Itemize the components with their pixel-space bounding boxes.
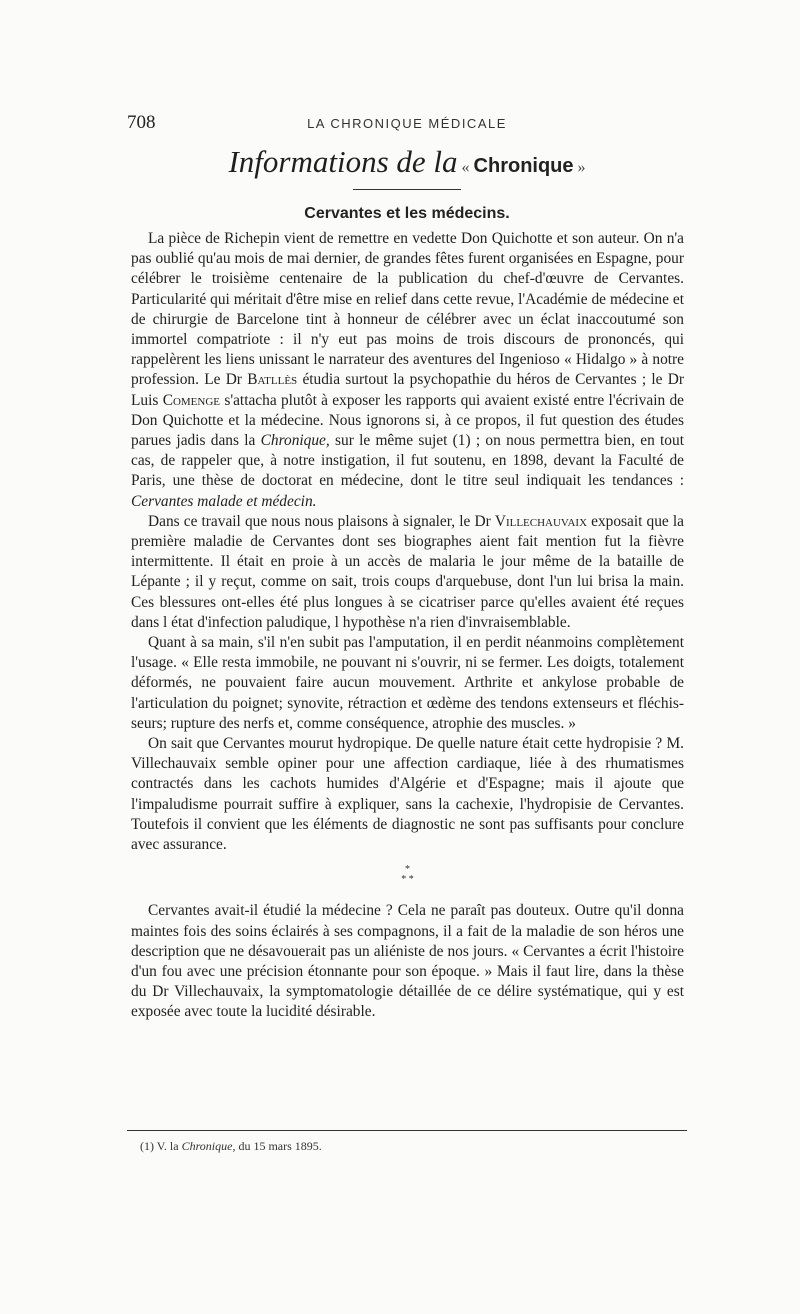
thesis-title-italic: Cervantes malade et médecin. — [131, 492, 317, 510]
article-body — [131, 229, 684, 1023]
title-rule — [353, 189, 461, 190]
author-name-batlles: Batllès — [247, 371, 298, 389]
page-number: 708 — [127, 112, 156, 133]
footnote-rule — [127, 1130, 687, 1131]
paragraph-1: La pièce de Richepin vient de remettre en vedette Don Quichotte et son auteur. On n'a pas oublié qu'au mois de mai dernier, de grandes fêtes furent organisées en Espagne, pour célébrer le troisième centenaire de la publication du chef-d'œuvre de Cervantes. Particularité qui méritait d'être mise en relief dans cette revue, l'Académie de médecine et de chirurgie de Barcelone tint à honneur de célébrer avec un éclat inaccoutumé son immortel compatriote : il n'y eut pas moins de trois discours de prononcés, qui rappelèrent les liens unissant le narrateur des aventures del Ingenioso « Hidalgo » à notre profession. Le Dr Batllès étudia surtout la psychopathie du héros de Cervantes ; le Dr Luis Comenge s'attacha plutôt à exposer les rapports qui avaient existé entre l'écrivain de Don Quichotte et la médecine. Nous ignorons si, à ce propos, il fut question des études parues jadis dans la Chronique, sur le même sujet (1) ; on nous permettra bien, en tout cas, de rappeler que, à notre instigation, il fut soutenu, en 1898, devant la Faculté de Paris, une thèse de doctorat en médecine, dont le titre seul indiquait les tendances : Cervantes malade et médecin. — [131, 230, 684, 510]
paragraph-4: On sait que Cervantes mourut hydropique. De quelle nature était cette hydropisie ? M. Villechauvaix semble opiner pour une affection cardiaque, liée à des rhumatismes contractés dans les cachots humides d'Algérie et d'Espagne; mais il ajoute que l'impaludisme pourrait suffire à expliquer, sans la cachexie, l'hydropisie de Cervantes. Toutefois il convient que les éléments de diagnostic ne sont pas suffisants pour conclure avec assurance. — [131, 735, 684, 854]
article-heading: Cervantes et les médecins. — [304, 205, 510, 222]
title-quote-open: « — [461, 159, 470, 176]
paragraph-2: Dans ce travail que nous nous plaisons à signaler, le Dr Villechauvaix exposait que la première maladie de Cervantes dont ses biographes aient fait mention fut la fièvre intermittente. Il était en proie à un accès de malaria le jour même de la bataille de Lépante ; il y reçut, comme on sait, trois coups d'arquebuse, dont l'un lui brisa la main. Ces blessures ont-elles été plus longues à se cicatriser parce qu'elles avaient été reçues dans l état d'infection paludique, l hypothèse n'a rien d'invraisemblable. — [131, 512, 684, 631]
running-head — [127, 112, 687, 136]
section-title-word: Chronique — [473, 155, 574, 177]
paragraph-3: Quant à sa main, s'il n'en subit pas l'amputation, il en perdit néanmoins complètement l'usage. « Elle resta immobile, ne pouvant ni s'ouvrir, ni se fermer. Les doigts, totalement déformés, ne pouvaient faire aucun mouvement. Arthrite et ankylose probable de l'articulation du poignet; synovite, rétraction et œdème des tendons extenseurs et fléchisseurs; rupture des nerfs et, comme conséquence, atrophie des muscles. » — [131, 634, 684, 732]
section-break-dinkus: * * * — [401, 864, 414, 886]
paragraph-5: Cervantes avait-il étudié la médecine ? Cela ne paraît pas douteux. Outre qu'il donna maintes fois des soins éclairés à ses compagnons, il a fait de la maladie de son héros une description que ne désavouerait pas un aliéniste de nos jours. « Cervantes a écrit l'histoire d'un fou avec une précision étonnante pour son époque. » Mais il faut lire, dans la thèse du Dr Villechauvaix, la symptomatologie détaillée de ce délire systématique, qui y est exposée avec toute la lucidité désirable. — [131, 902, 684, 1021]
author-name-villechauvaix: Villechauvaix — [494, 512, 588, 530]
section-title — [127, 144, 687, 180]
journal-title-italic: Chronique, — [260, 432, 330, 450]
footnote: (1) V. la Chronique, du 15 mars 1895. — [140, 1139, 322, 1153]
title-quote-close: » — [577, 159, 586, 176]
section-title-italic: Informations de la — [228, 144, 458, 179]
running-title: LA CHRONIQUE MÉDICALE — [307, 116, 507, 131]
author-name-comenge: Comenge — [162, 391, 221, 409]
footnote-italic: Chronique, — [181, 1139, 236, 1153]
